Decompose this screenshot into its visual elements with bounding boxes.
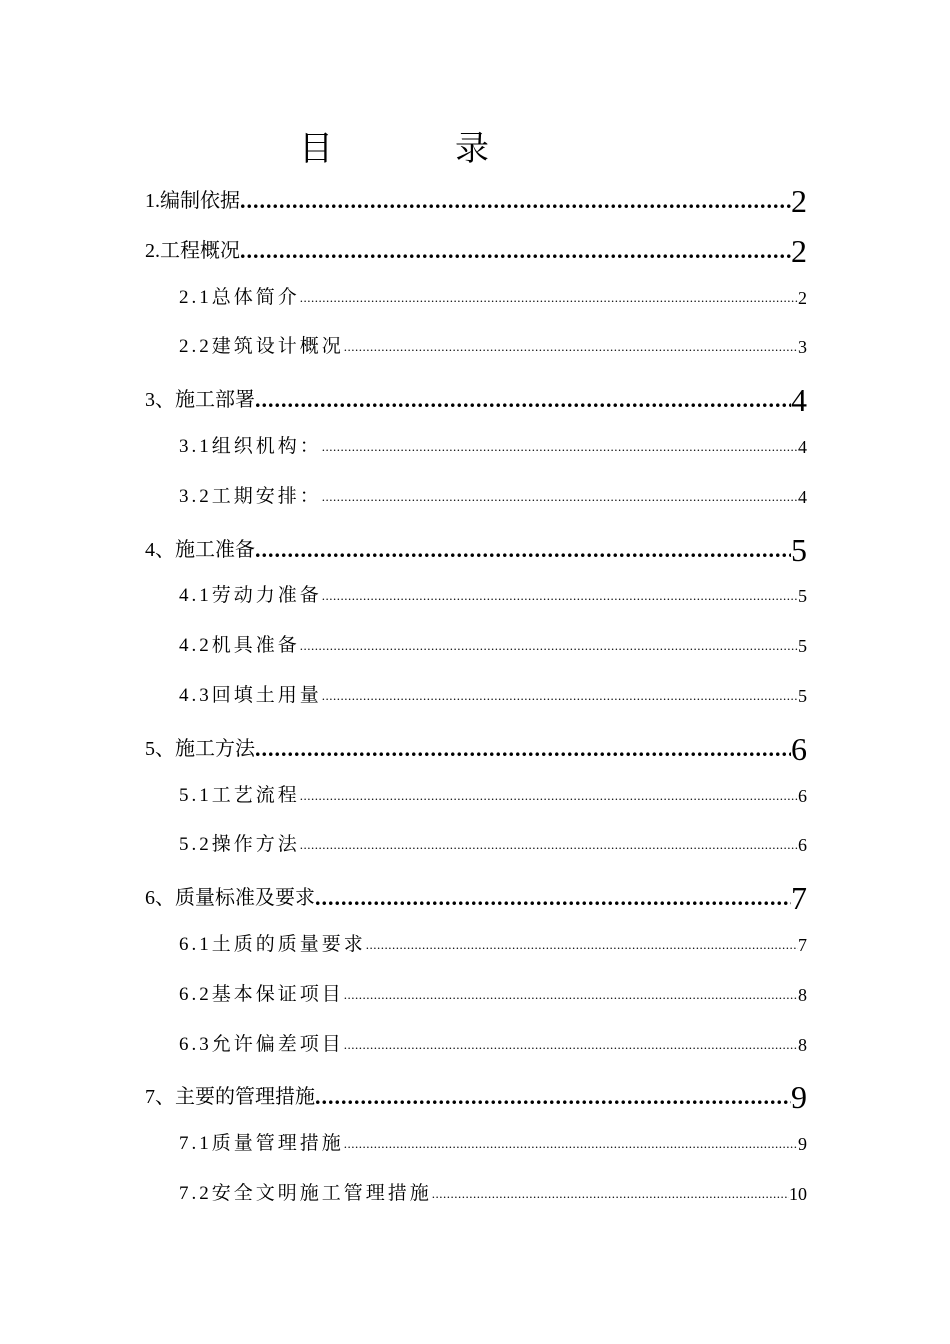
toc-dot-leader xyxy=(432,1179,789,1209)
toc-entry-level2[interactable] xyxy=(145,482,807,512)
toc-entry-level2[interactable] xyxy=(145,1129,807,1159)
toc-page-number: 5 xyxy=(791,531,807,568)
toc-entry-level1[interactable] xyxy=(145,1079,807,1115)
toc-entry-label: 2.1总体简介 xyxy=(179,286,300,308)
toc-entry-level2[interactable] xyxy=(145,1030,807,1060)
toc-entry-label: 7.1质量管理措施 xyxy=(179,1133,344,1155)
toc-page-number: 3 xyxy=(798,337,807,358)
toc-dot-leader xyxy=(322,482,798,512)
toc-entry-label: 7.2安全文明施工管理措施 xyxy=(179,1183,432,1204)
toc-dot-leader xyxy=(300,631,798,661)
toc-page-number: 4 xyxy=(798,437,807,457)
toc-page-number: 2 xyxy=(791,232,807,269)
toc-entry-label: 5.1工艺流程 xyxy=(179,784,300,806)
toc-page-number: 6 xyxy=(798,785,807,806)
toc-page-number: 4 xyxy=(791,382,807,419)
toc-entry-level2[interactable] xyxy=(145,1179,807,1209)
toc-dot-leader xyxy=(366,930,798,960)
toc-page-number: 4 xyxy=(798,486,807,507)
toc-entry-level2[interactable] xyxy=(145,980,807,1010)
toc-dot-leader xyxy=(300,830,798,860)
toc-entry-level2[interactable] xyxy=(145,283,807,313)
toc-page-number: 2 xyxy=(798,287,807,308)
toc-entry-level2[interactable] xyxy=(145,781,807,811)
toc-entry-level2[interactable] xyxy=(145,432,807,462)
toc-entry-label: 6、质量标准及要求 xyxy=(145,887,315,910)
toc-page-number: 5 xyxy=(798,586,807,607)
toc-page-number: 7 xyxy=(791,880,807,917)
toc-entry-label: 2.工程概况 xyxy=(145,239,240,262)
toc-entry-label: 5.2操作方法 xyxy=(179,834,300,856)
toc-entry-level2[interactable] xyxy=(145,930,807,960)
toc-entry-label: 3.1组织机构： xyxy=(179,436,322,457)
toc-dot-leader xyxy=(255,532,791,568)
toc-page-number: 5 xyxy=(798,636,807,657)
toc-page-number: 8 xyxy=(798,1034,807,1055)
toc-entry-label: 4.2机具准备 xyxy=(179,635,300,657)
toc-page-number: 6 xyxy=(791,730,807,767)
toc-entry-label: 4.1劳动力准备 xyxy=(179,585,322,607)
toc-entry-level1[interactable] xyxy=(145,382,807,418)
toc-page-number: 9 xyxy=(798,1134,807,1155)
toc-entry-level2[interactable] xyxy=(145,681,807,711)
toc-title: 目 录 xyxy=(299,131,533,168)
toc-dot-leader xyxy=(300,283,798,313)
toc-dot-leader xyxy=(322,681,798,711)
toc-entry-level2[interactable] xyxy=(145,830,807,860)
toc-entry-label: 3、施工部署 xyxy=(145,389,255,412)
toc-entry-level1[interactable] xyxy=(145,183,807,219)
toc-page-number: 7 xyxy=(798,935,807,955)
toc-page-number: 6 xyxy=(798,835,807,856)
toc-dot-leader xyxy=(344,332,798,362)
toc-entry-label: 1.编制依据 xyxy=(145,190,240,212)
toc-entry-level2[interactable] xyxy=(145,631,807,661)
toc-entry-level1[interactable] xyxy=(145,731,807,767)
toc-entry-label: 5、施工方法 xyxy=(145,737,255,760)
toc-dot-leader xyxy=(300,781,798,811)
toc-dot-leader xyxy=(315,1079,791,1115)
toc-page-number: 8 xyxy=(798,984,807,1005)
toc-entry-level1[interactable] xyxy=(145,880,807,916)
toc-entry-level1[interactable] xyxy=(145,233,807,269)
toc-dot-leader xyxy=(344,1030,798,1060)
toc-entry-label: 6.3允许偏差项目 xyxy=(179,1033,344,1055)
toc-dot-leader xyxy=(344,1129,798,1159)
toc-entry-label: 2.2建筑设计概况 xyxy=(179,336,344,358)
toc-dot-leader xyxy=(322,581,798,611)
toc-entry-level2[interactable] xyxy=(145,581,807,611)
toc-entry-label: 7、主要的管理措施 xyxy=(145,1086,315,1109)
toc-dot-leader xyxy=(344,980,798,1010)
toc-entry-label: 4.3回填土用量 xyxy=(179,685,322,706)
toc-dot-leader xyxy=(255,731,791,767)
toc-page-number: 5 xyxy=(798,686,807,706)
toc-page-number: 9 xyxy=(791,1079,807,1116)
toc-dot-leader xyxy=(255,382,791,418)
toc-entry-label: 4、施工准备 xyxy=(145,538,255,561)
toc-entry-label: 6.1土质的质量要求 xyxy=(179,934,366,955)
toc-entry-label: 3.2工期安排： xyxy=(179,485,322,507)
toc-dot-leader xyxy=(315,880,791,916)
toc-entry-label: 6.2基本保证项目 xyxy=(179,983,344,1005)
toc-dot-leader xyxy=(322,432,798,462)
toc-entry-level2[interactable] xyxy=(145,332,807,362)
toc-page-number: 2 xyxy=(791,183,807,219)
toc-dot-leader xyxy=(240,233,791,269)
toc-page-number: 10 xyxy=(789,1184,807,1204)
toc-dot-leader xyxy=(240,183,791,219)
toc-entry-level1[interactable] xyxy=(145,532,807,568)
